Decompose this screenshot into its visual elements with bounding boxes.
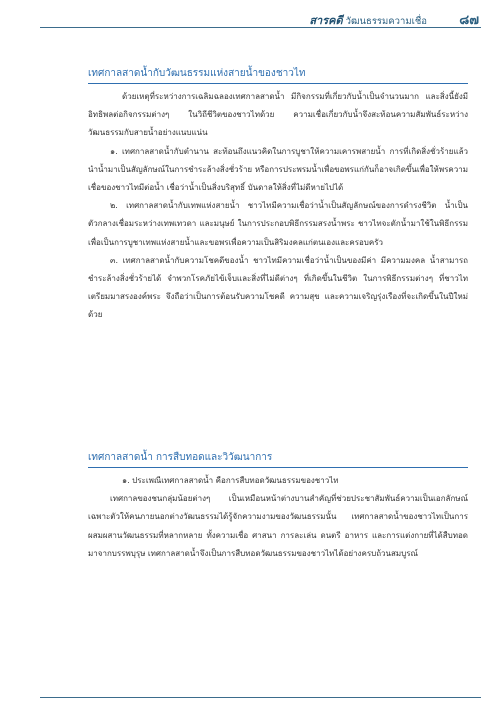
heading-underline xyxy=(88,467,468,468)
paragraph: เทศกาลของชนกลุ่มน้อยต่างๆ เป็นเหมือนหน้าต่างบานสำคัญที่ช่วยประชาสัมพันธ์ความเป็นเอกลักษณ์เฉพาะตัวให้คนภายนอกต่างวัฒนธรรมได้รู้จักความงามของวัฒนธรรมนั้น เทศกาลสาดน้ำของชาวไทเป็นการผสมผสานวัฒนธรรมที่หลากหลาย ทั้งความเชื่อ ศาสนา การละเล่น ดนตรี อาหาร และการแต่งกายที่ได้สืบทอดมาจากบรรพบุรุษ เทศกาลสาดน้ำจึงเป็นการสืบทอดวัฒนธรรมของชาวไทได้อย่างครบถ้วนสมบูรณ์ xyxy=(88,494,468,558)
section-heading xyxy=(88,66,468,85)
heading-underline xyxy=(88,83,468,84)
header-ornate-title: สารคดี xyxy=(309,14,343,27)
paragraph: ๑. เทศกาลสาดน้ำกับตำนาน สะท้อนถึงแนวคิดในการบูชาให้ความเคารพสายน้ำ การที่เกิดสิ่งชั่วร้ายแล้วนำน้ำมาเป็นสัญลักษณ์ในการชำระล้างสิ่งชั่วร้าย หรือการประพรมน้ำเพื่อขอพรแก่กันก็อาจเกิดขึ้นเพื่อให้พรความเชื่อของชาวไทมีต่อน้ำ เชื่อว่าน้ำเป็นสิ่งบริสุทธิ์ บันดาลให้สิ่งที่ไม่ดีหายไปได้ xyxy=(88,146,468,193)
section-heading-text: เทศกาลสาดน้ำ การสืบทอดและวิวัฒนาการ xyxy=(88,452,273,463)
paragraph: ด้วยเหตุที่ระหว่างการเฉลิมฉลองเทศกาลสาดน้ำ มีกิจกรรมที่เกี่ยวกับน้ำเป็นจำนวนมาก และสิ่งนี้ยังมีอิทธิพลต่อกิจกรรมต่างๆ ในวิถีชีวิตของชาวไทด้วย ความเชื่อเกี่ยวกับน้ำจึงสะท้อนความสัมพันธ์ระหว่างวัฒนธรรมกับสายน้ำอย่างแนบแน่น xyxy=(88,92,468,138)
header-divider xyxy=(40,27,481,28)
section-water-culture xyxy=(88,66,468,325)
footer-divider xyxy=(40,697,481,698)
page-number: ๘๗ xyxy=(459,13,479,28)
section-heading xyxy=(88,450,468,469)
section-heading-text: เทศกาลสาดน้ำกับวัฒนธรรมแห่งสายน้ำของชาวไท xyxy=(88,68,306,79)
paragraph: ๑. ประเพณีเทศกาลสาดน้ำ คือการสืบทอดวัฒนธรรมของชาวไท xyxy=(122,476,339,485)
section-inheritance xyxy=(88,450,468,563)
header-title-text: วัฒนธรรมความเชื่อ xyxy=(345,16,427,27)
paragraph: ๒. เทศกาลสาดน้ำกับเทพแห่งสายน้ำ ชาวไทมีความเชื่อว่าน้ำเป็นสัญลักษณ์ของการดำรงชีวิต น้ำเป็นตัวกลางเชื่อมระหว่างเทพเทวดา และมนุษย์ ในการประกอบพิธีกรรมสรงน้ำพระ ชาวไทจะตักน้ำมาใช้ในพิธีกรรม เพื่อเป็นการบูชาเทพแห่งสายน้ำและขอพรเพื่อความเป็นสิริมงคลแก่ตนเองและครอบครัว xyxy=(88,201,468,247)
paragraph: ๓. เทศกาลสาดน้ำกับความโชคดีของน้ำ ชาวไทมีความเชื่อว่าน้ำเป็นของมีค่า มีความมงคล น้ำสามารถชำระล้างสิ่งชั่วร้ายได้ จำพวกโรคภัยไข้เจ็บและสิ่งที่ไม่ดีต่างๆ ที่เกิดขึ้นในชีวิต ในการพิธีกรรมต่างๆ ที่ชาวไทเตรียมมาสรงองค์พระ จึงถือว่าเป็นการต้อนรับความโชคดี ความสุข และความเจริญรุ่งเรืองที่จะเกิดขึ้นในปีใหม่ด้วย xyxy=(88,255,468,320)
